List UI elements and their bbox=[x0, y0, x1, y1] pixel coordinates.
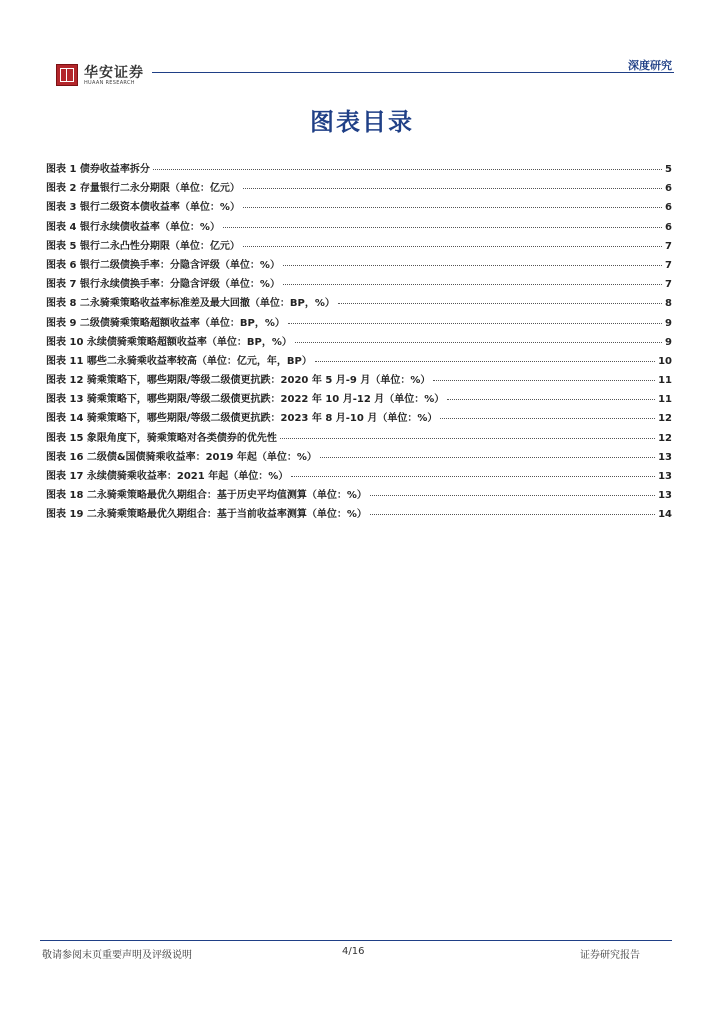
toc-entry-label: 图表 6 银行二级债换手率：分隐含评级（单位：%） bbox=[46, 259, 280, 271]
toc-entry-label: 图表 3 银行二级资本债收益率（单位：%） bbox=[46, 202, 240, 214]
toc-entry-label: 图表 1 债券收益率拆分 bbox=[46, 164, 150, 175]
toc-entry-page: 6 bbox=[665, 202, 672, 214]
toc-entry-label: 图表 2 存量银行二永分期限（单位：亿元） bbox=[46, 183, 240, 195]
toc-entry[interactable] bbox=[46, 409, 672, 428]
toc-entry-page: 9 bbox=[665, 317, 672, 329]
footer-divider bbox=[40, 940, 672, 941]
toc-entry[interactable] bbox=[46, 275, 672, 294]
page-header bbox=[52, 56, 672, 88]
toc-entry-label: 图表 13 骑乘策略下，哪些期限/等级二级债更抗跌：2022 年 10 月-12 月（单位：%） bbox=[46, 394, 445, 406]
toc-entry-page: 13 bbox=[658, 490, 672, 502]
toc-entry-page: 13 bbox=[658, 471, 672, 482]
toc-entry-label: 图表 10 永续债骑乘策略超额收益率（单位：BP，%） bbox=[46, 336, 292, 348]
toc-entry[interactable] bbox=[46, 237, 672, 256]
toc-dot-leader bbox=[440, 418, 655, 419]
toc-entry[interactable] bbox=[46, 160, 672, 179]
toc-entry-page: 14 bbox=[658, 509, 672, 521]
toc-entry-page: 6 bbox=[665, 183, 672, 195]
toc-entry-label: 图表 5 银行二永凸性分期限（单位：亿元） bbox=[46, 240, 240, 252]
toc-dot-leader bbox=[283, 265, 662, 266]
brand-name: 华安证券 bbox=[84, 65, 144, 81]
toc-entry[interactable] bbox=[46, 467, 672, 486]
header-divider bbox=[152, 72, 674, 73]
toc-dot-leader bbox=[243, 188, 662, 189]
toc-dot-leader bbox=[243, 246, 662, 247]
toc-dot-leader bbox=[433, 380, 655, 381]
toc-dot-leader bbox=[315, 361, 655, 362]
toc-entry[interactable] bbox=[46, 314, 672, 333]
toc-entry-page: 12 bbox=[658, 413, 672, 425]
toc-entry-label: 图表 11 哪些二永骑乘收益率较高（单位：亿元，年，BP） bbox=[46, 355, 312, 367]
toc-entry[interactable] bbox=[46, 294, 672, 313]
footer-disclaimer: 敬请参阅末页重要声明及评级说明 bbox=[42, 950, 192, 961]
toc-dot-leader bbox=[370, 514, 655, 515]
toc-entry[interactable] bbox=[46, 198, 672, 217]
toc-dot-leader bbox=[153, 169, 662, 170]
toc-entry-label: 图表 19 二永骑乘策略最优久期组合：基于当前收益率测算（单位：%） bbox=[46, 509, 367, 521]
toc-entry-page: 7 bbox=[665, 279, 672, 291]
toc-entry-label: 图表 8 二永骑乘策略收益率标准差及最大回撤（单位：BP，%） bbox=[46, 298, 335, 310]
toc-entry[interactable] bbox=[46, 505, 672, 524]
toc-entry-page: 11 bbox=[658, 394, 672, 406]
toc-entry-page: 9 bbox=[665, 336, 672, 348]
report-type: 证券研究报告 bbox=[580, 950, 640, 961]
toc-dot-leader bbox=[447, 399, 655, 400]
toc-entry[interactable] bbox=[46, 218, 672, 237]
toc-entry-page: 5 bbox=[665, 164, 672, 175]
toc-entry-page: 10 bbox=[658, 355, 672, 367]
toc-entry-label: 图表 4 银行永续债收益率（单位：%） bbox=[46, 221, 220, 233]
table-of-figures bbox=[46, 160, 672, 525]
toc-entry-page: 8 bbox=[665, 298, 672, 310]
toc-entry-page: 7 bbox=[665, 240, 672, 252]
page-number: 4/16 bbox=[342, 946, 365, 957]
toc-entry[interactable] bbox=[46, 429, 672, 448]
toc-entry-page: 13 bbox=[658, 451, 672, 463]
toc-entry[interactable] bbox=[46, 179, 672, 198]
toc-entry-label: 图表 12 骑乘策略下，哪些期限/等级二级债更抗跌：2020 年 5 月-9 月（单位：%） bbox=[46, 375, 431, 387]
toc-dot-leader bbox=[280, 438, 655, 439]
toc-dot-leader bbox=[223, 227, 662, 228]
page-title: 图表目录 bbox=[310, 107, 414, 136]
toc-dot-leader bbox=[283, 284, 662, 285]
toc-dot-leader bbox=[291, 476, 655, 477]
toc-entry-label: 图表 7 银行永续债换手率：分隐含评级（单位：%） bbox=[46, 279, 280, 291]
toc-dot-leader bbox=[370, 495, 655, 496]
brand-english-name: HUAAN RESEARCH bbox=[84, 80, 135, 86]
toc-entry-label: 图表 17 永续债骑乘收益率：2021 年起（单位：%） bbox=[46, 471, 289, 482]
toc-entry-page: 6 bbox=[665, 221, 672, 233]
toc-entry[interactable] bbox=[46, 333, 672, 352]
toc-dot-leader bbox=[295, 342, 662, 343]
toc-entry[interactable] bbox=[46, 448, 672, 467]
toc-entry-label: 图表 14 骑乘策略下，哪些期限/等级二级债更抗跌：2023 年 8 月-10 月（单位：%） bbox=[46, 413, 438, 425]
toc-entry-label: 图表 18 二永骑乘策略最优久期组合：基于历史平均值测算（单位：%） bbox=[46, 490, 367, 502]
toc-entry-label: 图表 16 二级债&国债骑乘收益率：2019 年起（单位：%） bbox=[46, 451, 317, 463]
toc-dot-leader bbox=[338, 303, 662, 304]
toc-dot-leader bbox=[320, 457, 655, 458]
toc-entry-label: 图表 15 象限角度下，骑乘策略对各类债券的优先性 bbox=[46, 432, 277, 444]
report-category: 深度研究 bbox=[628, 59, 672, 72]
toc-entry-page: 12 bbox=[658, 432, 672, 444]
toc-dot-leader bbox=[243, 207, 662, 208]
toc-entry[interactable] bbox=[46, 486, 672, 505]
toc-entry[interactable] bbox=[46, 256, 672, 275]
toc-entry-page: 11 bbox=[658, 375, 672, 387]
toc-dot-leader bbox=[288, 323, 662, 324]
toc-entry-label: 图表 9 二级债骑乘策略超额收益率（单位：BP，%） bbox=[46, 317, 285, 329]
toc-entry[interactable] bbox=[46, 371, 672, 390]
toc-entry-page: 7 bbox=[665, 259, 672, 271]
toc-entry[interactable] bbox=[46, 390, 672, 409]
huaan-logo-icon bbox=[56, 64, 78, 86]
toc-entry[interactable] bbox=[46, 352, 672, 371]
